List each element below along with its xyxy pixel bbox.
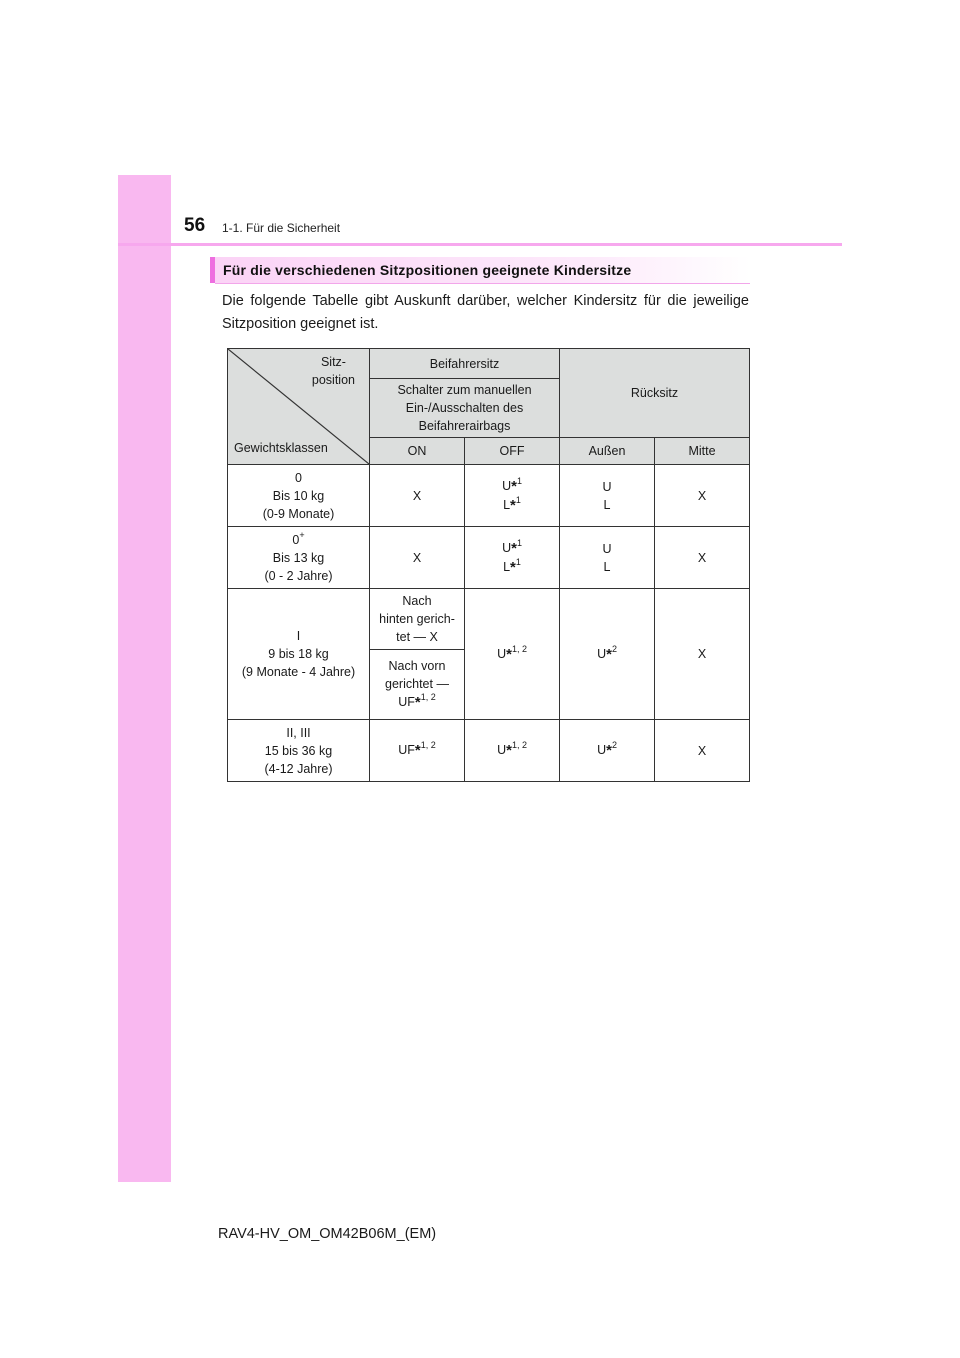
cell-on-forward-facing: Nach vorn gerichtet — UF*$^{1, 2}$ [370, 650, 465, 720]
section-heading [210, 257, 750, 283]
child-seat-table [227, 348, 750, 782]
cell-outer: U*$^2$ [560, 589, 655, 720]
cell-center: X [655, 465, 750, 527]
header-front-passenger: Beifahrersitz [370, 349, 560, 379]
document-code: RAV4-HV_OM_OM42B06M_(EM) [218, 1226, 437, 1242]
header-airbag-switch: Schalter zum manuellen Ein-/Ausschalten des Beifahrerairbags [370, 379, 560, 438]
page-number: 56 [184, 215, 206, 236]
cell-outer: U L [560, 465, 655, 527]
header-on: ON [370, 438, 465, 465]
table-row [228, 720, 750, 782]
cell-off: U*$^{1, 2}$ [465, 720, 560, 782]
table-row [228, 589, 750, 650]
cell-center: X [655, 720, 750, 782]
cell-on: X [370, 527, 465, 589]
cell-on: X [370, 465, 465, 527]
seat-position-label: Sitz- position [311, 355, 355, 387]
header-center: Mitte [655, 438, 750, 465]
header-rear-seat: Rücksitz [560, 349, 750, 438]
weight-classes-label: Gewichtsklassen [234, 441, 328, 455]
header-outer: Außen [560, 438, 655, 465]
weight-class-cell: II, III 15 bis 36 kg (4-12 Jahre) [228, 720, 370, 782]
header-off: OFF [465, 438, 560, 465]
cell-off: U*$^1$ L*$^1$ [465, 527, 560, 589]
cell-center: X [655, 527, 750, 589]
cell-off: U*$^1$ L*$^1$ [465, 465, 560, 527]
weight-class-cell: 0+ Bis 13 kg (0 - 2 Jahre) [228, 527, 370, 589]
table-row [228, 465, 750, 527]
cell-center: X [655, 589, 750, 720]
cell-outer: U L [560, 527, 655, 589]
cell-outer: U*$^2$ [560, 720, 655, 782]
header-rule [118, 243, 842, 246]
heading-underline [215, 283, 750, 284]
intro-paragraph: Die folgende Tabelle gibt Auskunft darüber, welcher Kindersitz für die jeweilige Sitzposition geeignet ist. [222, 293, 749, 332]
chapter-side-bar [118, 175, 171, 1182]
cell-off: U*$^{1, 2}$ [465, 589, 560, 720]
cell-on-rear-facing: Nach hinten gerich- tet — X [370, 589, 465, 650]
table-row [228, 527, 750, 589]
table-corner-header [228, 349, 370, 465]
section-heading-text: Für die verschiedenen Sitzpositionen geeignete Kindersitze [223, 262, 632, 278]
running-head: 1-1. Für die Sicherheit [222, 221, 341, 235]
weight-class-cell: 0 Bis 10 kg (0-9 Monate) [228, 465, 370, 527]
weight-class-cell: I 9 bis 18 kg (9 Monate - 4 Jahre) [228, 589, 370, 720]
cell-on: UF*$^{1, 2}$ [370, 720, 465, 782]
